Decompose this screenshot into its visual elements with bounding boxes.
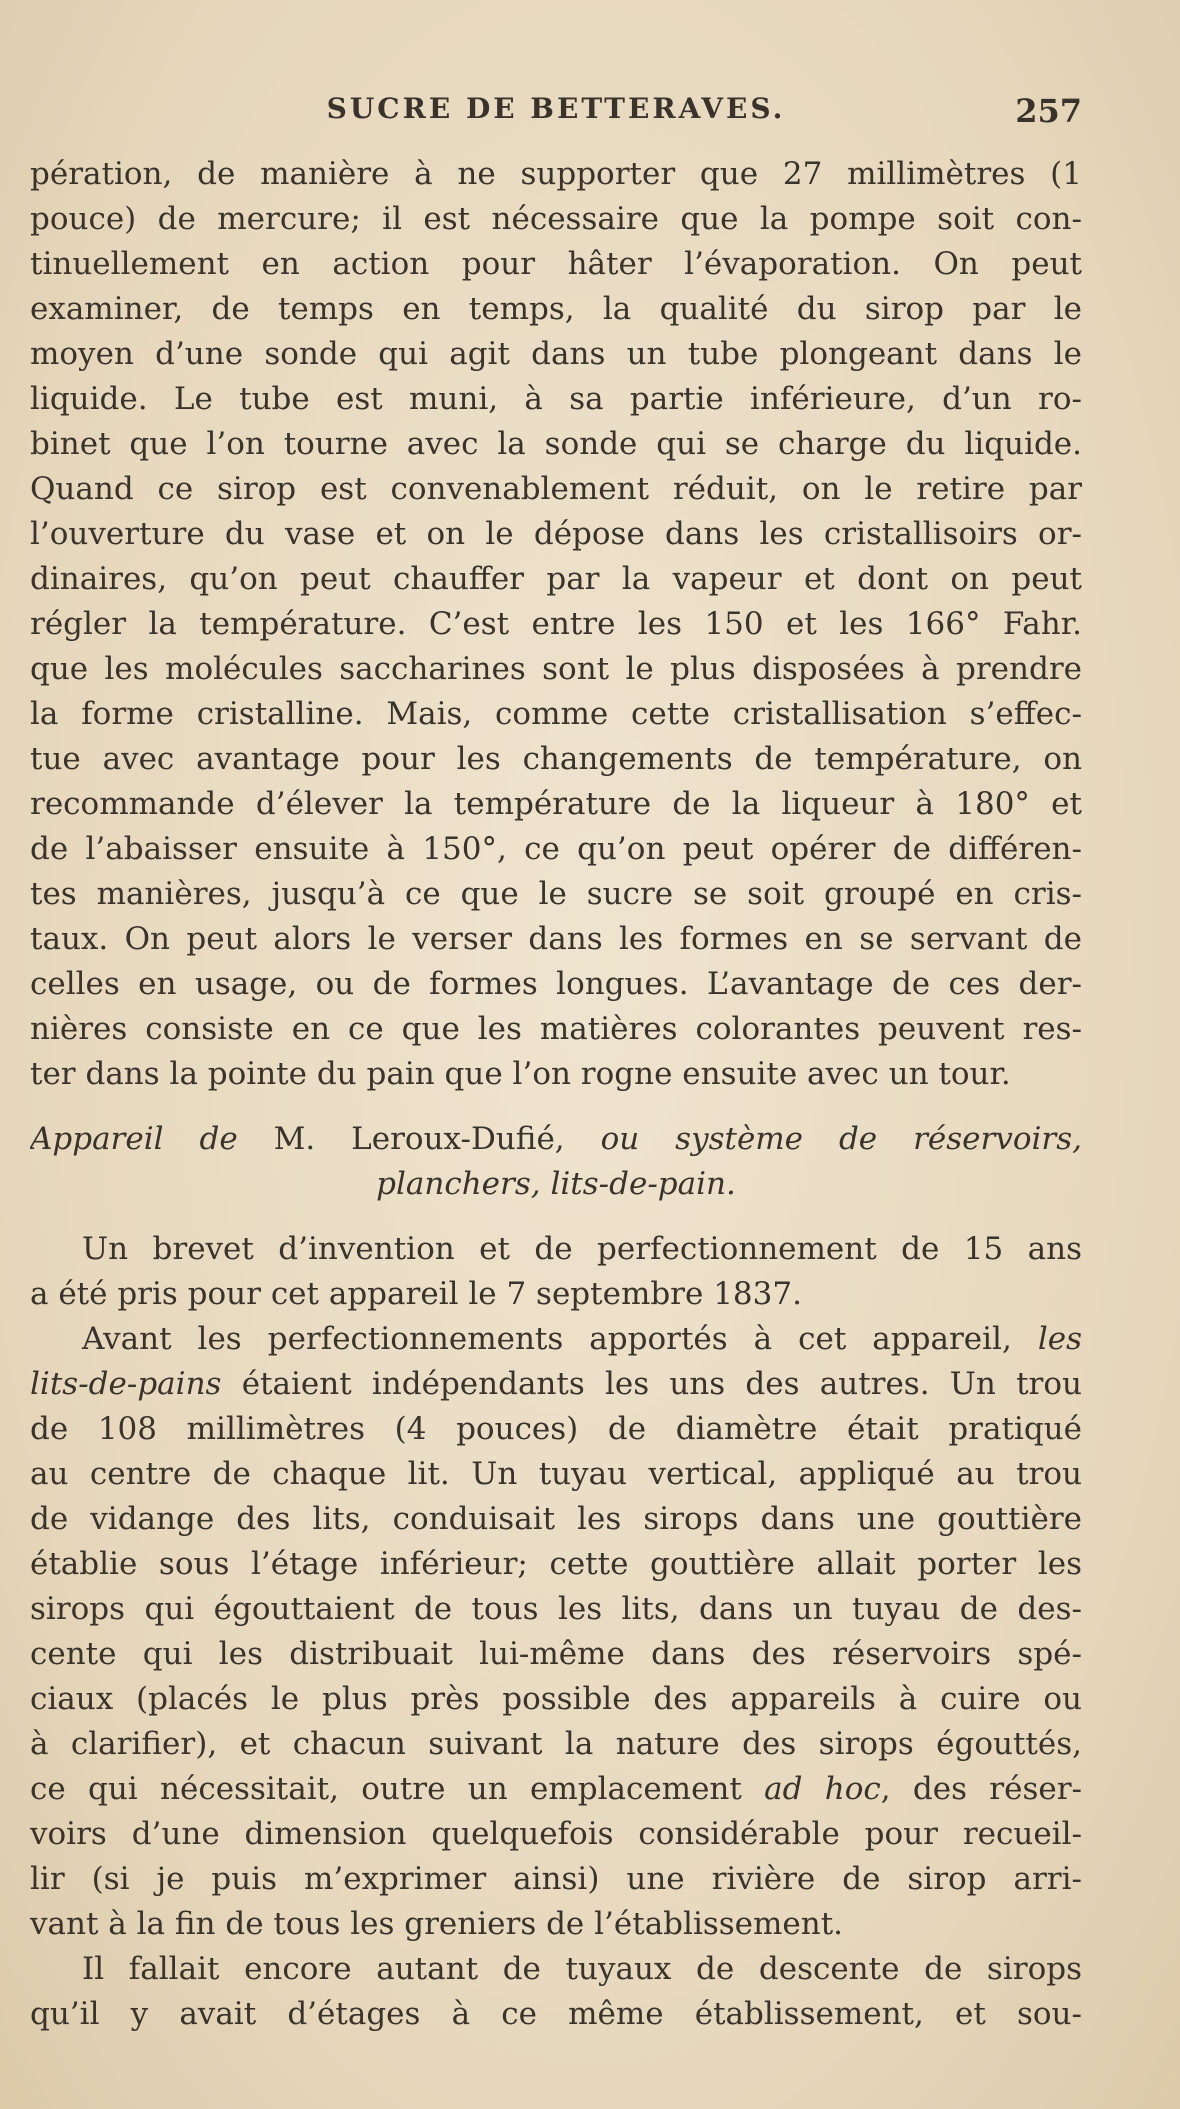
text-span: Avant les perfectionnements apportés à cet appareil,	[82, 1321, 1012, 1357]
text-span: les	[1037, 1321, 1082, 1357]
text-span: ce qui nécessitait, outre un emplacement	[30, 1771, 742, 1807]
text-line: la forme cristalline. Mais, comme cette cristallisation s’effec-	[30, 696, 1082, 732]
text-line: pouce) de mercure; il est nécessaire que la pompe soit con-	[30, 201, 1082, 237]
text-line: tinuellement en action pour hâter l’évaporation. On peut	[30, 246, 1082, 282]
paragraph-brevet	[30, 1227, 1082, 1317]
text-line: lir (si je puis m’exprimer ainsi) une rivière de sirop arri-	[30, 1861, 1082, 1897]
text-line: pération, de manière à ne supporter que 27 millimètres (1	[30, 156, 1082, 192]
text-line: binet que l’on tourne avec la sonde qui se charge du liquide.	[30, 426, 1082, 462]
text-line	[30, 1317, 1082, 1362]
text-line: Il fallait encore autant de tuyaux de descente de sirops	[82, 1951, 1082, 1987]
section-heading-part: ou système de réservoirs,	[600, 1121, 1082, 1157]
paragraph-lits-de-pains	[30, 1317, 1082, 1947]
text-line: tue avec avantage pour les changements de température, on	[30, 741, 1082, 777]
text-line: au centre de chaque lit. Un tuyau vertical, appliqué au trou	[30, 1456, 1082, 1492]
text-line: moyen d’une sonde qui agit dans un tube plongeant dans le	[30, 336, 1082, 372]
text-line: de 108 millimètres (4 pouces) de diamètre était pratiqué	[30, 1411, 1082, 1447]
text-span: , des réser-	[880, 1771, 1082, 1807]
text-line: établie sous l’étage inférieur; cette gouttière allait porter les	[30, 1546, 1082, 1582]
running-title: SUCRE DE BETTERAVES.	[326, 92, 786, 125]
text-line: ter dans la pointe du pain que l’on rogne ensuite avec un tour.	[30, 1056, 1011, 1092]
page-number: 257	[1015, 92, 1082, 130]
text-line: que les molécules saccharines sont le plus disposées à prendre	[30, 651, 1082, 687]
section-heading	[30, 1117, 1082, 1207]
text-span: ad hoc	[764, 1771, 881, 1807]
section-heading-part: Appareil de	[30, 1121, 238, 1157]
text-line: de vidange des lits, conduisait les sirops dans une gouttière	[30, 1501, 1082, 1537]
text-line: Un brevet d’invention et de perfectionnement de 15 ans	[82, 1231, 1082, 1267]
paragraph-gap	[30, 1207, 1082, 1227]
text-line: examiner, de temps en temps, la qualité du sirop par le	[30, 291, 1082, 327]
text-line: dinaires, qu’on peut chauffer par la vapeur et dont on peut	[30, 561, 1082, 597]
text-line: voirs d’une dimension quelquefois considérable pour recueil-	[30, 1816, 1082, 1852]
body-text	[30, 152, 1082, 2037]
text-line: vant à la fin de tous les greniers de l’établissement.	[30, 1906, 844, 1942]
text-line: Quand ce sirop est convenablement réduit, on le retire par	[30, 471, 1082, 507]
text-line: qu’il y avait d’étages à ce même établissement, et sou-	[30, 1996, 1082, 2032]
text-line: nières consiste en ce que les matières colorantes peuvent res-	[30, 1011, 1082, 1047]
text-line: liquide. Le tube est muni, à sa partie inférieure, d’un ro-	[30, 381, 1082, 417]
text-span: étaient indépendants les uns des autres. Un trou	[241, 1366, 1082, 1402]
text-line: cente qui les distribuait lui-même dans des réservoirs spé-	[30, 1636, 1082, 1672]
paragraph-gap	[30, 1097, 1082, 1117]
text-line: sirops qui égouttaient de tous les lits, dans un tuyau de des-	[30, 1591, 1082, 1627]
text-line: à clarifier), et chacun suivant la nature des sirops égouttés,	[30, 1726, 1082, 1762]
text-line: ciaux (placés le plus près possible des appareils à cuire ou	[30, 1681, 1082, 1717]
section-heading-line	[30, 1117, 1082, 1162]
text-line	[30, 1767, 1082, 1812]
running-head	[30, 92, 1082, 136]
text-line: l’ouverture du vase et on le dépose dans les cristallisoirs or-	[30, 516, 1082, 552]
text-line: celles en usage, ou de formes longues. L’avantage de ces der-	[30, 966, 1082, 1002]
section-heading-line: planchers, lits-de-pain.	[376, 1166, 736, 1202]
text-line: recommande d’élever la température de la liqueur à 180° et	[30, 786, 1082, 822]
text-line: tes manières, jusqu’à ce que le sucre se soit groupé en cris-	[30, 876, 1082, 912]
section-heading-part: M. Leroux-Dufié,	[273, 1121, 565, 1157]
text-line: a été pris pour cet appareil le 7 septembre 1837.	[30, 1276, 802, 1312]
text-line	[30, 1362, 1082, 1407]
paragraph-evaporation	[30, 152, 1082, 1097]
paragraph-tuyaux	[30, 1947, 1082, 2037]
text-span: lits-de-pains	[30, 1366, 222, 1402]
text-line: de l’abaisser ensuite à 150°, ce qu’on peut opérer de différen-	[30, 831, 1082, 867]
text-line: taux. On peut alors le verser dans les formes en se servant de	[30, 921, 1082, 957]
text-line: régler la température. C’est entre les 150 et les 166° Fahr.	[30, 606, 1082, 642]
